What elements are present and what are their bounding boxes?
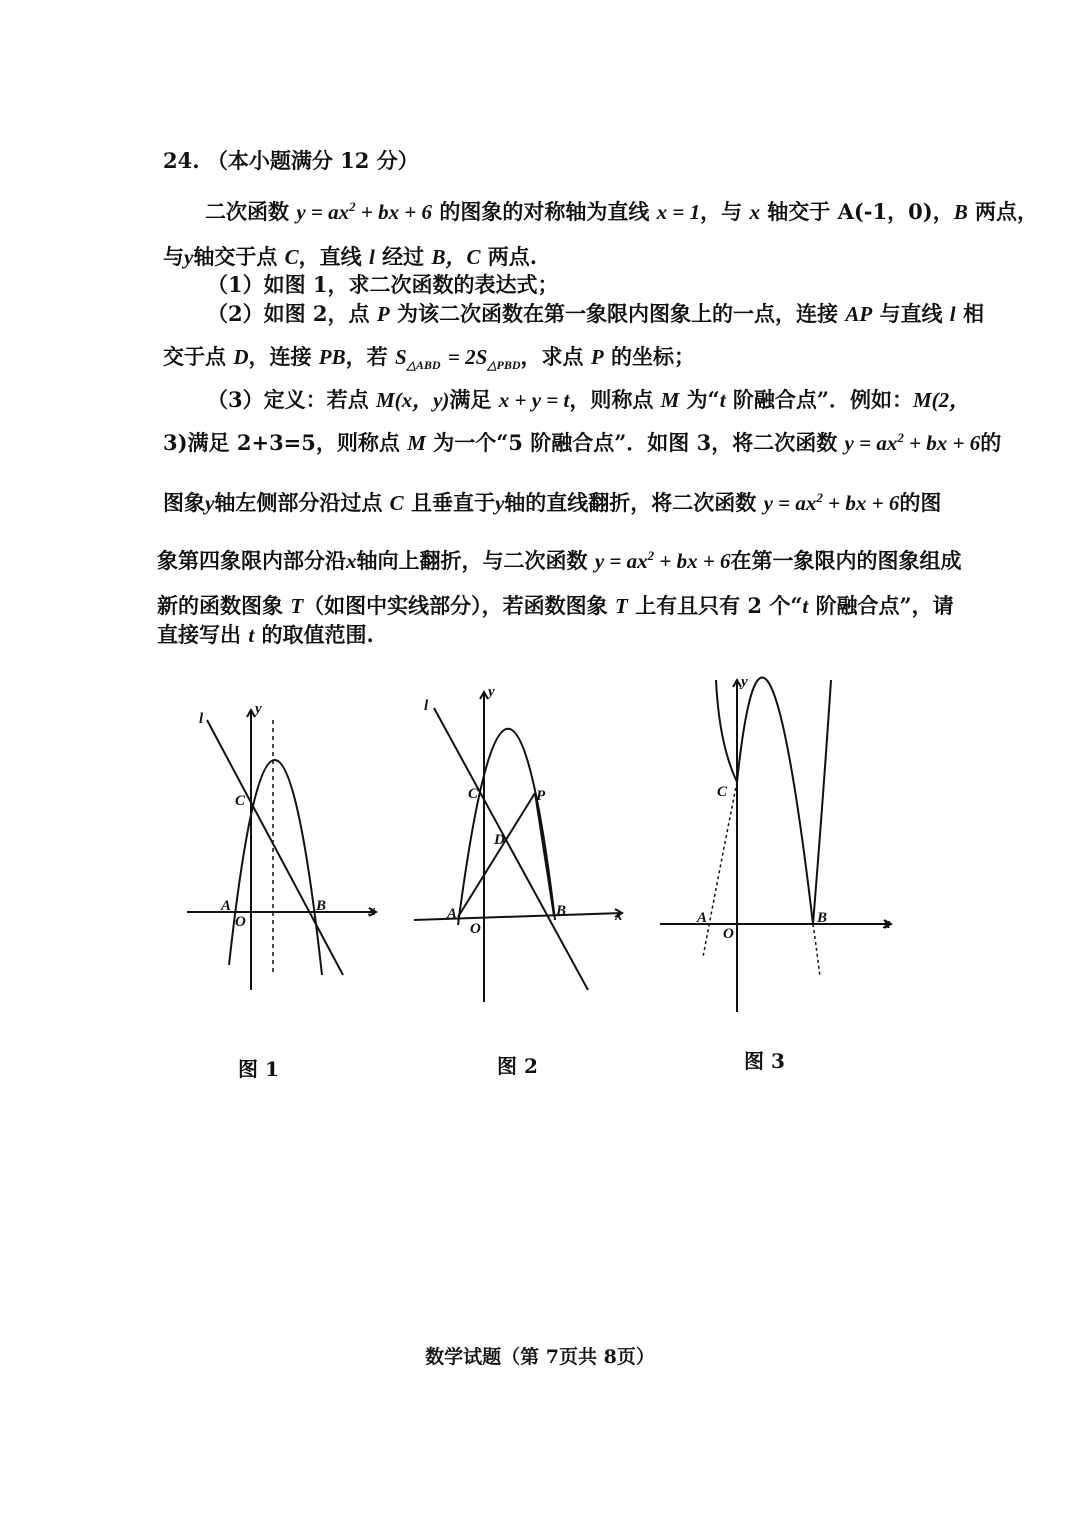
intro-line-1: 二次函数 $y = ax^2$ + bx + 6 的图象的对称轴为直线 x = 1，与 x 轴交于 A(-1，0)，B 两点， [205,199,1039,224]
function-formula: $y = ax^2$ + bx + 6 [296,199,433,224]
intro-line-2: 与y轴交于点 C，直线 l 经过 B，C 两点. [163,244,538,269]
label-C: C [468,786,479,802]
label-x: x [615,908,623,924]
label-A: A [697,910,708,926]
label-B: B [556,903,567,919]
label-l: l [199,711,204,727]
part-3-line-6: 直接写出 t 的取值范围. [157,622,374,647]
part-2-line-2: 交于点 D，连接 PB，若 $S_{\triangle ABD} = 2S_{\triangle PBD}$，求点 P 的坐标； [163,344,695,372]
figure-1 [180,690,380,995]
function-formula: $y = ax^2$ + bx + 6 [594,548,731,573]
figure-3-caption: 图 3 [744,1049,785,1073]
function-formula: $y = ax^2$ + bx + 6 [763,490,900,515]
score-note: （本小题满分 12 分） [206,148,419,173]
label-x: x [368,903,376,919]
figure-3 [655,672,900,1017]
figure-2 [410,680,635,1005]
label-D: D [494,832,505,848]
function-formula: $y = ax^2$ + bx + 6 [844,430,981,455]
part-3-line-1: （3）定义：若点 M(x，y)满足 x + y = t，则称点 M 为“t 阶融合点”．例如：M(2， [207,387,971,412]
x-axis [414,913,622,920]
label-O: O [723,926,734,942]
figure-2-caption: 图 2 [497,1054,538,1078]
original-right-dotted [813,924,820,977]
label-A: A [221,898,232,914]
part-1: （1）如图 1，求二次函数的表达式； [207,272,559,297]
label-P: P [536,788,546,804]
label-A: A [447,906,458,922]
question-heading [163,146,419,176]
reflected-right-branch [813,680,831,924]
label-y: y [255,701,262,717]
page-footer: 数学试题（第 7页共 8页） [425,1346,655,1368]
label-B: B [817,910,828,926]
reflected-left-branch [716,680,737,782]
line-l [207,720,343,975]
segment-AP [458,793,535,917]
question-number: 24. [163,148,200,173]
label-C: C [717,784,728,800]
part-3-line-4: 象第四象限内部分沿x轴向上翻折，与二次函数 $y = ax^2$ + bx + 6在第一象限内的图象组成 [157,548,962,573]
label-C: C [235,793,246,809]
part-3-line-2: 3)满足 2+3=5，则称点 M 为一个“5 阶融合点”．如图 3，将二次函数 $y = ax^2$ + bx + 6的 [163,430,1002,455]
label-O: O [235,914,246,930]
label-y: y [741,674,748,690]
figure-1-caption: 图 1 [238,1057,279,1081]
line-l [434,708,588,990]
part-3-line-3: 图象y轴左侧部分沿过点 C 且垂直于y轴的直线翻折，将二次函数 $y = ax^2$ + bx + 6的图 [163,490,942,515]
label-B: B [316,898,327,914]
label-x: x [883,916,891,932]
label-l: l [424,698,429,714]
parabola-main [737,677,813,924]
part-3-line-5: 新的函数图象 T（如图中实线部分），若函数图象 T 上有且只有 2 个“t 阶融合点”，请 [157,593,954,618]
label-y: y [488,684,495,700]
label-O: O [470,921,481,937]
part-2-line-1: （2）如图 2，点 P 为该二次函数在第一象限内图象上的一点，连接 AP 与直线 l 相 [207,301,984,326]
